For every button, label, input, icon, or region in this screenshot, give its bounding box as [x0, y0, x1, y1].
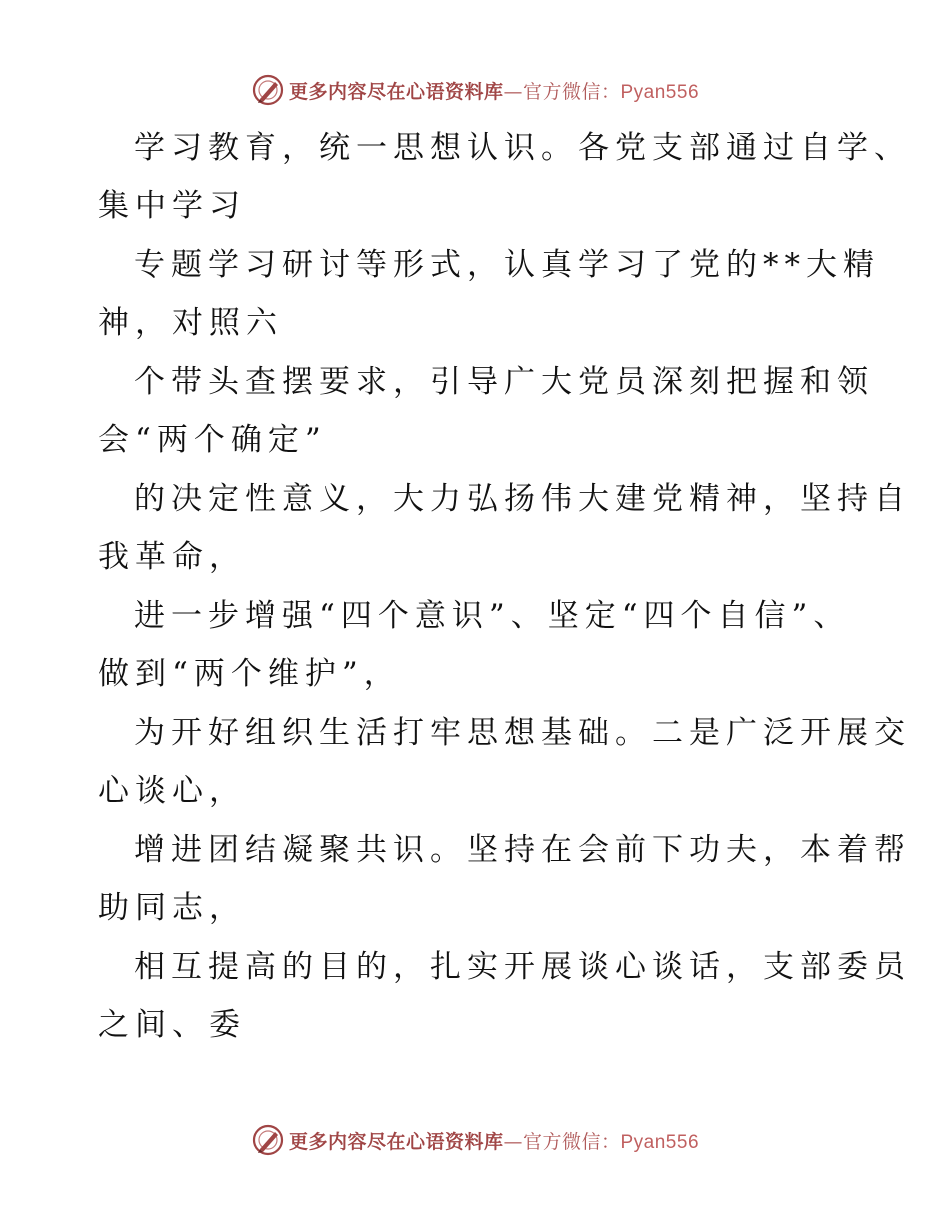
- body-line: 学习教育，统一思想认识。各党支部通过自学、: [134, 130, 911, 166]
- watermark-main-text: 更多内容尽在心语资料库: [288, 80, 504, 103]
- body-line: 进一步增强“四个意识”、坚定“四个自信”、: [134, 598, 851, 634]
- watermark-wechat-label: 官方微信：: [522, 80, 621, 103]
- watermark-wechat-id: Pyan556: [620, 81, 700, 103]
- body-line: 的决定性意义，大力弘扬伟大建党精神，坚持自: [134, 481, 911, 517]
- body-line: 之间、委: [98, 1007, 246, 1043]
- pen-logo-icon: [251, 73, 285, 107]
- body-line: 为开好组织生活打牢思想基础。二是广泛开展交: [134, 715, 911, 751]
- watermark-separator: —: [503, 80, 523, 103]
- body-line: 增进团结凝聚共识。坚持在会前下功夫，本着帮: [134, 832, 911, 868]
- watermark-main-text: 更多内容尽在心语资料库: [288, 1130, 504, 1153]
- body-line: 心谈心，: [98, 773, 246, 809]
- body-line: 做到“两个维护”，: [98, 656, 401, 692]
- body-line: 集中学习: [98, 188, 246, 224]
- watermark-separator: —: [503, 1130, 523, 1153]
- body-line: 会“两个确定”: [98, 422, 327, 458]
- body-line: 神，对照六: [98, 305, 283, 341]
- body-line: 专题学习研讨等形式，认真学习了党的**大精: [134, 247, 880, 283]
- body-line: 我革命，: [98, 539, 246, 575]
- footer-watermark: [0, 1120, 950, 1160]
- header-watermark: [0, 70, 950, 110]
- pen-logo-icon: [251, 1123, 285, 1157]
- body-line: 助同志，: [98, 890, 246, 926]
- watermark-wechat-label: 官方微信：: [522, 1130, 621, 1153]
- watermark-wechat-id: Pyan556: [620, 1131, 700, 1153]
- body-line: 个带头查摆要求，引导广大党员深刻把握和领: [134, 364, 874, 400]
- body-line: 相互提高的目的，扎实开展谈心谈话，支部委员: [134, 949, 911, 985]
